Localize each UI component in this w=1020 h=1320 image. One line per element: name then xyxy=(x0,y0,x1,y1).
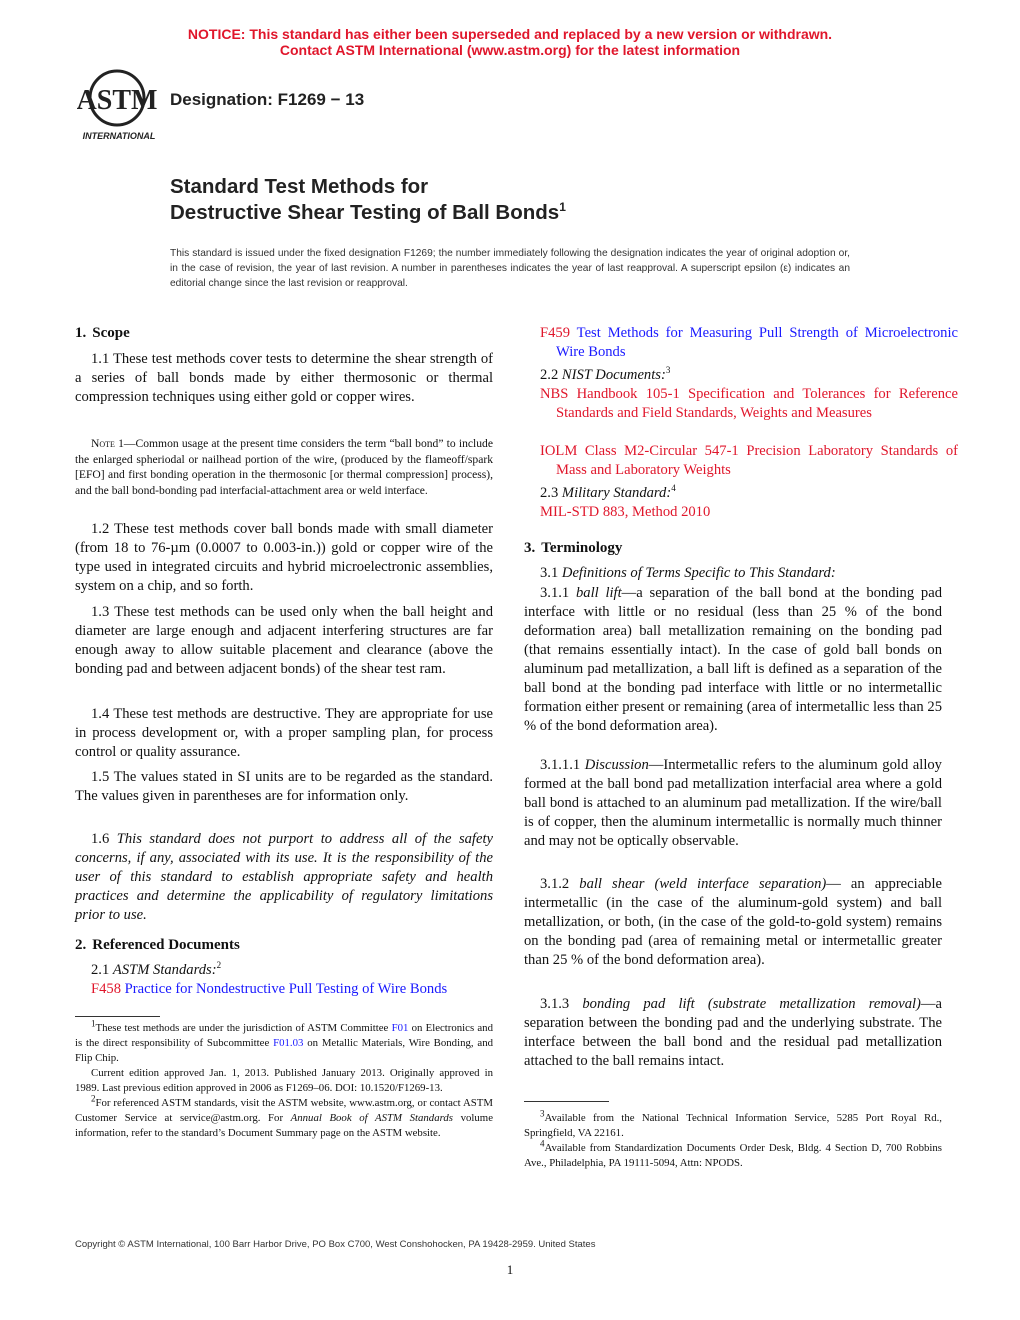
para-1-5: 1.5 The values stated in SI units are to be regarded as the standard. The values given in parentheses are for information only. xyxy=(75,769,493,804)
reference-nbs-handbook[interactable]: NBS Handbook 105-1 Specification and Tolerances for Reference Standards and Field Standards, Weights and Measures xyxy=(540,386,958,421)
footnote-1-edition: Current edition approved Jan. 1, 2013. Published January 2013. Originally approved in 1989. Last previous edition approved in 2006 as F1269–06. DOI: 10.1520/F1269-13. xyxy=(75,1067,493,1094)
footnote-3: $^3$Available from the National Technical Information Service, 5285 Port Royal Rd., Springfield, VA 22161. xyxy=(524,1108,942,1139)
section-heading-terminology: 3. Terminology xyxy=(524,540,623,556)
para-1-3: 1.3 These test methods can be used only when the ball height and diameter are large enough and adjacent interfering structures are far enough away to allow suitable placement and clearance (above the bonding pad and between adjacent bonds) of the shear test ram. xyxy=(75,604,493,677)
footnotes-right xyxy=(524,1108,942,1171)
para-3-1-1: 3.1.1 ball lift—a separation of the ball bond at the bonding pad interface with little or no residual (less than 25 % of the bond deformation area) ball metallization remaining on the bonding pad (that remains essentially intact). In the case of gold ball bonds on aluminum pad metallization, a ball lift is defined as a separation of the ball bond at the bonding pad interface with little or no intermetallic formation either present or remaining (area of intermetallic less than 25 % of the bond deformation area). xyxy=(524,585,942,734)
para-2-3: 2.3 Military Standard:$^4$ xyxy=(540,483,676,501)
note-1: Note 1—Common usage at the present time considers the term “ball bond” to include the enlarged spheriodal or nailhead portion of the wire, (produced by the flameoff/spark [EFO] and first bonding operation in the thermosonic [or thermal compression] process), and the ball bond-bonding pad interfacial-attachment area or weld interface. xyxy=(75,437,493,498)
footnote-1: $^1$These test methods are under the jurisdiction of ASTM Committee F01 on Electronics and is the direct responsibility of Subcommittee F01.03 on Metallic Materials, Wire Bonding, and Flip Chip. xyxy=(75,1018,493,1064)
footnote-divider-right xyxy=(524,1101,609,1102)
para-3-1-1-1: 3.1.1.1 Discussion—Intermetallic refers to the aluminum gold alloy formed at the ball bond pad metallization interfacial area where a gold ball bond is attached to an aluminum pad metallization. If the wire/ball is of copper, then the aluminum intermetallic is normally much thinner and may not be optically observable. xyxy=(524,757,942,849)
issuance-statement: This standard is issued under the fixed designation F1269; the number immediately following the designation indicates the year of original adoption or, in the case of revision, the year of last revision. A number in parentheses indicates the year of last reapproval. A superscript epsilon (ε) indicates an editorial change since the last revision or reapproval. xyxy=(170,248,850,289)
designation: Designation: F1269 − 13 xyxy=(170,90,365,109)
para-1-1: 1.1 These test methods cover tests to determine the shear strength of a series of ball bonds made by either thermosonic or thermal compression techniques using either gold or copper wires. xyxy=(75,351,493,405)
copyright: Copyright © ASTM International, 100 Barr Harbor Drive, PO Box C700, West Conshohocken, PA 19428-2959. United States xyxy=(75,1239,596,1250)
footnote-4: $^4$Available from Standardization Documents Order Desk, Bldg. 4 Section D, 700 Robbins Ave., Philadelphia, PA 19111-5094, Attn: NPODS. xyxy=(524,1138,942,1169)
footnote-divider xyxy=(75,1016,160,1017)
link-f01-03[interactable]: F01.03 xyxy=(273,1037,304,1049)
astm-logo xyxy=(77,68,161,144)
para-3-1: 3.1 Definitions of Terms Specific to This Standard: xyxy=(540,565,836,581)
section-heading-referenced-documents: 2. Referenced Documents xyxy=(75,937,240,953)
para-2-1: 2.1 ASTM Standards:$^2$ xyxy=(91,960,222,978)
reference-mil-std-883[interactable]: MIL-STD 883, Method 2010 xyxy=(540,504,711,520)
para-1-4: 1.4 These test methods are destructive. They are appropriate for use in process development or, with a proper sampling plan, for process control or quality assurance. xyxy=(75,706,493,760)
para-3-1-3: 3.1.3 bonding pad lift (substrate metallization removal)—a separation between the bonding pad and the underlying substrate. The interface between the ball bond and the residual pad metallization attached to the ball remains intact. xyxy=(524,996,942,1069)
svg-text:ASTM: ASTM xyxy=(77,85,158,116)
para-1-6: 1.6 This standard does not purport to address all of the safety concerns, if any, associated with its use. It is the responsibility of the user of this standard to establish appropriate safety and health practices and determine the applicability of regulatory limitations prior to use. xyxy=(75,831,493,923)
link-f01[interactable]: F01 xyxy=(391,1022,409,1034)
withdrawal-notice: NOTICE: This standard has either been superseded and replaced by a new version or withdrawn. Contact ASTM International (www.astm.org) for the latest information xyxy=(187,26,833,58)
para-2-2: 2.2 NIST Documents:$^3$ xyxy=(540,365,671,383)
section-heading-scope: 1. Scope xyxy=(75,325,130,341)
reference-f459[interactable]: F459 Test Methods for Measuring Pull Strength of Microelectronic Wire Bonds xyxy=(540,325,958,360)
footnotes-left xyxy=(75,1018,493,1141)
footnote-2: $^2$For referenced ASTM standards, visit the ASTM website, www.astm.org, or contact ASTM Customer Service at service@astm.org. For Annual Book of ASTM Standards volume information, refer to the standard’s Document Summary page on the ASTM website. xyxy=(75,1093,493,1139)
svg-text:INTERNATIONAL: INTERNATIONAL xyxy=(82,131,156,141)
page-number: 1 xyxy=(506,1262,514,1277)
reference-f458[interactable]: F458 Practice for Nondestructive Pull Testing of Wire Bonds xyxy=(91,981,448,997)
document-title: Standard Test Methods for Destructive Shear Testing of Ball Bonds$^1$ xyxy=(170,175,566,224)
reference-iolm[interactable]: IOLM Class M2-Circular 547-1 Precision Laboratory Standards of Mass and Laboratory Weights xyxy=(540,443,958,478)
para-3-1-2: 3.1.2 ball shear (weld interface separation)— an appreciable intermetallic (in the case of the aluminum-gold system) and ball metallization, or both, (in the case of the gold-to-gold system) remains on the bonding pad (area of remaining metal or intermetallic greater than 25 % of the bond deformation area). xyxy=(524,876,942,968)
para-1-2: 1.2 These test methods cover ball bonds made with small diameter (from 18 to 76-µm (0.0007 to 0.003-in.)) gold or copper wire of the type used in integrated circuits and hybrid microelectronic assemblies, system on a chip, and so forth. xyxy=(75,521,493,594)
